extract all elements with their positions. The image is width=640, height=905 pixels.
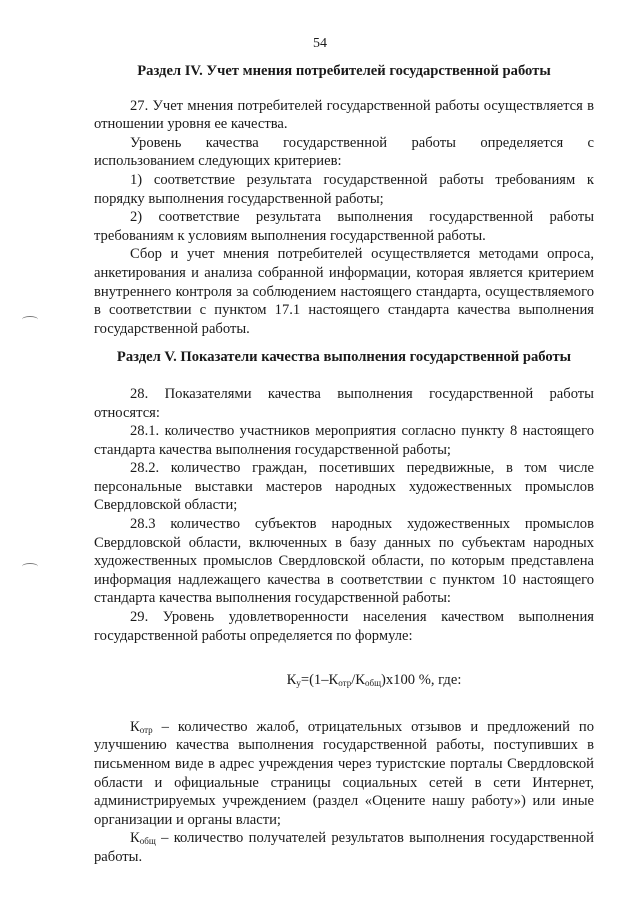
criterion-2: 2) соответствие результата выполнения государственной работы требованиям к условиям выполнения государственной работы.	[94, 209, 594, 244]
formula-tail: )х100 %, где:	[381, 672, 462, 689]
definition-kobsh	[94, 829, 594, 866]
section-4-heading: Раздел IV. Учет мнения потребителей государственной работы	[137, 63, 551, 79]
paragraph-29: 29. Уровень удовлетворенности населения качеством выполнения государственной работы определяется по формуле:	[94, 609, 594, 644]
def-kotr-symbol: К	[130, 718, 140, 735]
paragraph-quality-level: Уровень качества государственной работы определяется с использованием следующих критериев:	[94, 134, 594, 170]
margin-mark	[22, 316, 38, 323]
formula-slash: /	[351, 672, 356, 689]
paragraph-28-2: 28.2. количество граждан, посетивших передвижные, в том числе персональные выставки мастеров народных художественных промыслов Свердловской области;	[94, 460, 594, 514]
paragraph-opinion-collection: Сбор и учет мнения потребителей осуществляется методами опроса, анкетирования и анализа собранной информации, которая является критерием внутреннего контроля за соблюдением настоящего стандарта, осуществляемого в соответствии с пунктом 17.1 настоящего стандарта качества выполнения государственной работы.	[94, 246, 594, 337]
margin-mark	[22, 563, 38, 570]
formula-open: =(1–	[300, 672, 329, 689]
paragraph-28-3: 28.3 количество субъектов народных художественных промыслов Свердловской области, включенных в базу данных по субъектам народных художественных промыслов Свердловской области, по которым представлена информация надлежащего качества в соответствии с пунктом 10 настоящего стандарта качества выполнения государственной работы:	[94, 516, 594, 607]
formula-kobsh-sub: общ	[365, 678, 382, 689]
paragraph-28: 28. Показателями качества выполнения государственной работы относятся:	[94, 385, 594, 421]
def-kobsh-text: – количество получателей результатов выполнения государственной работы.	[94, 830, 594, 865]
formula-kobsh: К	[355, 672, 365, 689]
paragraph-27: 27. Учет мнения потребителей государственной работы осуществляется в отношении уровня ее качества.	[94, 97, 594, 133]
def-kotr-text: – количество жалоб, отрицательных отзывов и предложений по улучшению качества выполнения государственной работы, поступивших в письменном виде в адрес учреждения через туристские порталы Свердловской области и официальные страницы социальных сетей в сети Интернет, администрируемых учреждением (раздел «Оцените нашу работу») или иные организации и органы власти;	[94, 718, 594, 828]
criterion-1: 1) соответствие результата государственной работы требованиям к порядку выполнения государственной работы;	[94, 171, 594, 207]
formula-kotr-sub: отр	[338, 678, 352, 689]
formula-ky: К	[286, 672, 297, 689]
formula-kotr: К	[328, 672, 339, 689]
def-kobsh-sub: общ	[139, 836, 156, 847]
formula-ky-sub: у	[296, 678, 301, 689]
page-number: 54	[313, 36, 327, 51]
definition-kotr	[94, 718, 594, 830]
satisfaction-formula	[154, 671, 594, 690]
def-kotr-sub: отр	[139, 724, 153, 735]
section-5-heading: Раздел V. Показатели качества выполнения государственной работы	[116, 349, 572, 366]
def-kobsh-symbol: К	[130, 830, 140, 847]
paragraph-28-1: 28.1. количество участников мероприятия согласно пункту 8 настоящего стандарта качества выполнения государственной работы;	[94, 423, 594, 458]
document-body	[94, 62, 594, 867]
